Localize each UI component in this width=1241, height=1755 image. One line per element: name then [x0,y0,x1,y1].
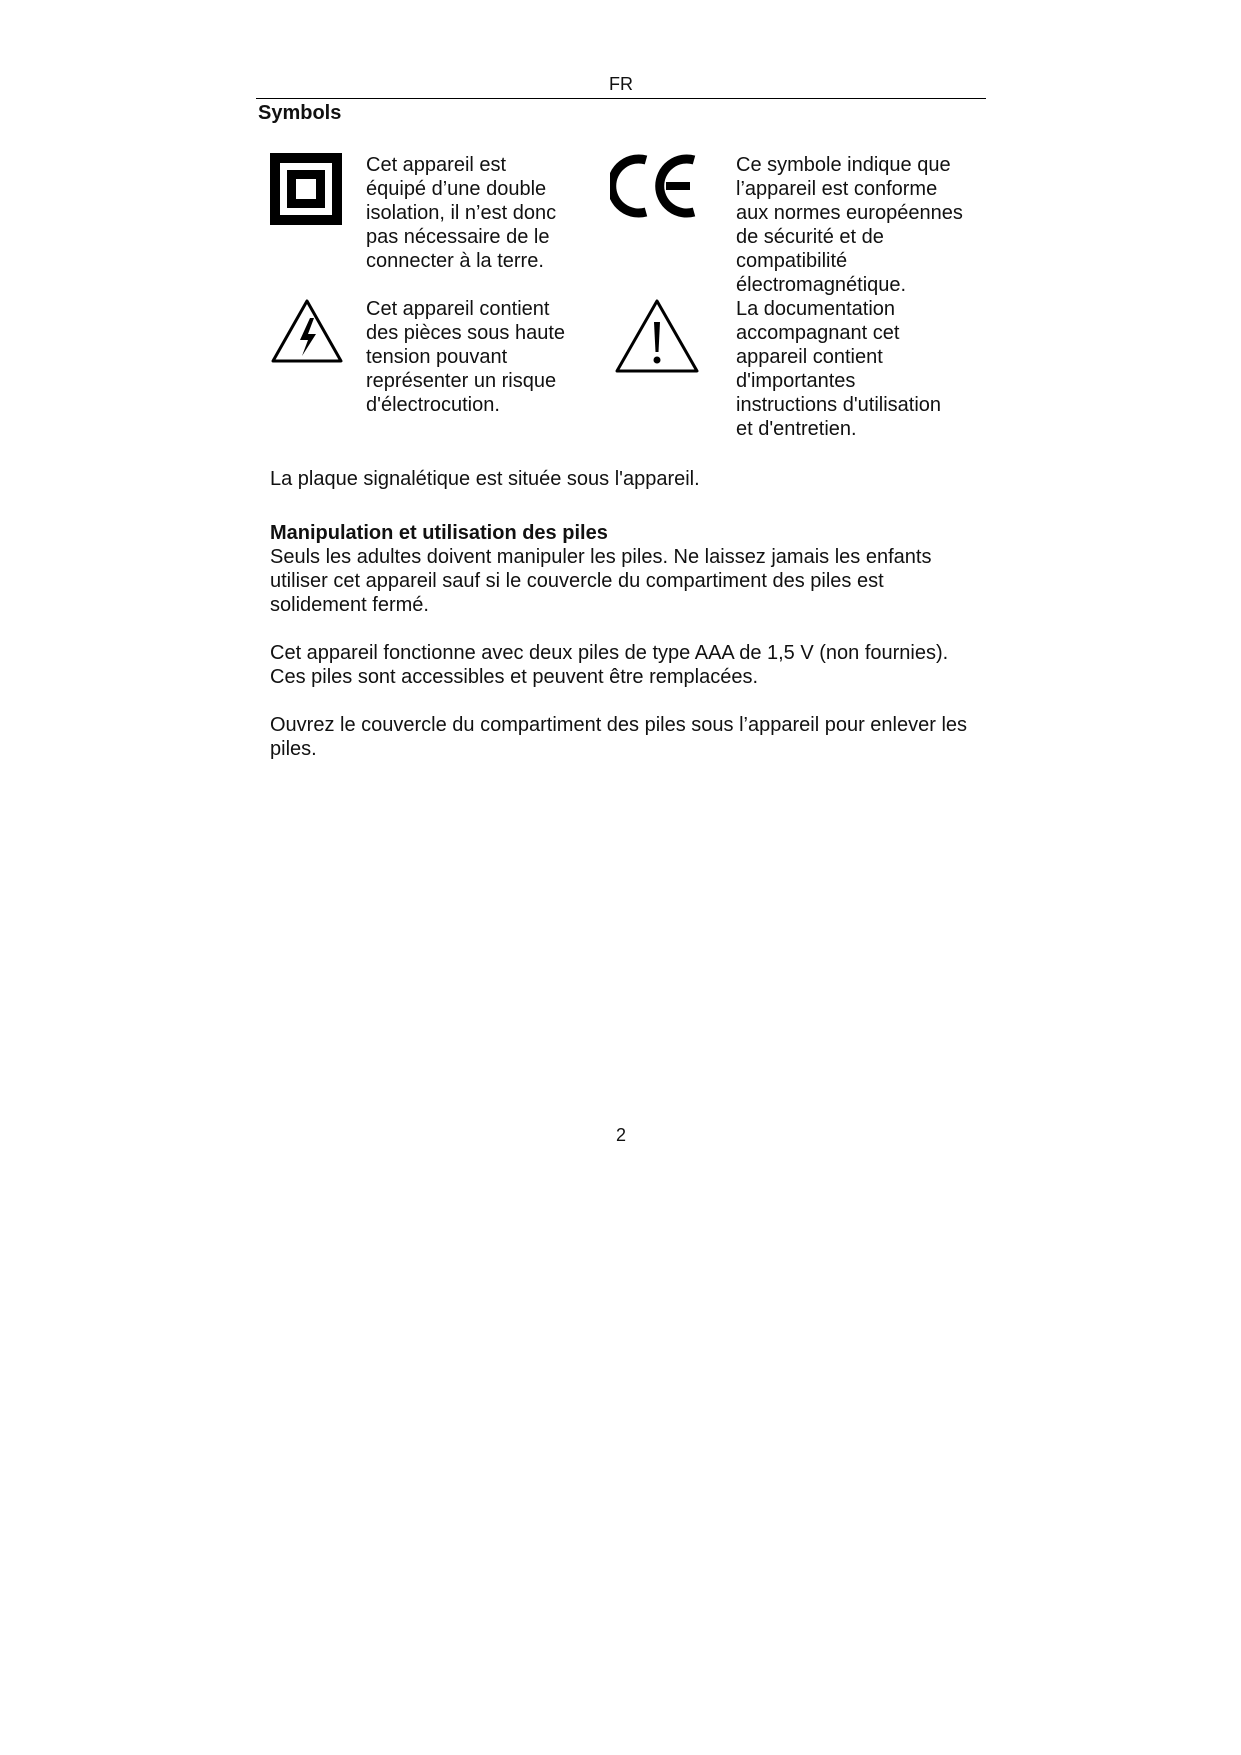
text-line: Ouvrez le couvercle du compartiment des piles sous l’appareil pour enlever les [270,714,968,736]
high-voltage-description [366,297,596,417]
double-insulation-description [366,153,596,273]
text-line: d'importantes [736,370,856,392]
text-line: piles. [270,738,317,760]
text-line: isolation, il n’est donc [366,202,557,224]
text-line: utiliser cet appareil sauf si le couvercle du compartiment des piles est [270,570,884,592]
text-line: instructions d'utilisation [736,394,942,416]
text-line: tension pouvant [366,346,508,368]
batteries-paragraph-3 [270,713,990,761]
caution-description [736,297,986,441]
ce-mark-description [736,153,986,297]
text-line: appareil contient [736,346,883,368]
text-line: l’appareil est conforme [736,178,938,200]
high-voltage-warning-icon [270,298,344,364]
text-line: équipé d’une double [366,178,547,200]
text-line: aux normes européennes [736,202,963,224]
section-title: Symbols [258,102,342,124]
text-line: connecter à la terre. [366,250,544,272]
text-line: accompagnant cet [736,322,900,344]
batteries-heading: Manipulation et utilisation des piles [270,522,608,544]
batteries-paragraph-1 [270,545,990,617]
text-line: des pièces sous haute [366,322,566,344]
text-line: Cet appareil fonctionne avec deux piles de type AAA de 1,5 V (non fournies). [270,642,949,664]
text-line: d'électrocution. [366,394,500,416]
rating-plate-note: La plaque signalétique est située sous l'appareil. [270,468,700,490]
text-line: Seuls les adultes doivent manipuler les piles. Ne laissez jamais les enfants [270,546,932,568]
text-line: Cet appareil est [366,154,507,176]
text-line: solidement fermé. [270,594,429,616]
batteries-paragraph-2 [270,641,990,689]
text-line: et d'entretien. [736,418,857,440]
double-insulation-icon [270,153,342,225]
ce-mark-icon [610,152,700,220]
text-line: représenter un risque [366,370,557,392]
text-line: Ces piles sont accessibles et peuvent être remplacées. [270,666,759,688]
text-line: Ce symbole indique que [736,154,951,176]
text-line: de sécurité et de [736,226,884,248]
page-number: 2 [615,1125,626,1145]
text-line: compatibilité [736,250,848,272]
language-code: FR [609,74,633,94]
text-line: pas nécessaire de le [366,226,550,248]
text-line: La documentation [736,298,896,320]
text-line: Cet appareil contient [366,298,550,320]
text-line: électromagnétique. [736,274,907,296]
header-rule [256,98,986,99]
caution-exclamation-icon [614,298,700,374]
